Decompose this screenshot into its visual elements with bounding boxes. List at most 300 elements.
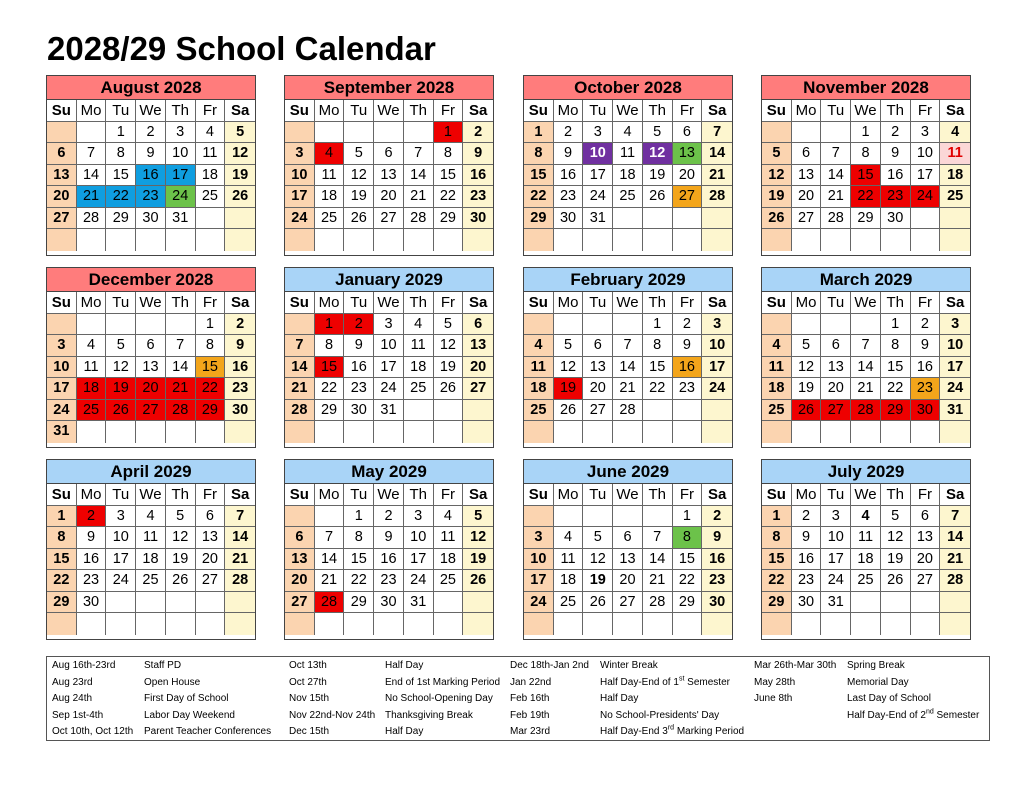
legend-event [600, 658, 658, 674]
day-cell: 10 [47, 357, 77, 379]
day-cell: 11 [762, 357, 792, 379]
day-cell: 26 [463, 570, 493, 592]
empty-cell [404, 613, 434, 635]
empty-cell [285, 314, 315, 336]
empty-cell [792, 613, 822, 635]
month-grid [524, 484, 732, 635]
day-cell: 10 [583, 143, 613, 165]
day-cell: 3 [702, 314, 732, 336]
month-title: June 2029 [524, 460, 732, 484]
day-cell: 15 [196, 357, 226, 379]
empty-cell [136, 613, 166, 635]
weekday-label: We [851, 484, 881, 506]
day-cell: 19 [762, 186, 792, 208]
weekday-label: Mo [77, 292, 107, 314]
day-cell: 22 [881, 378, 911, 400]
legend-event-text: First Day of School [144, 693, 229, 705]
legend-event [385, 691, 493, 707]
legend-table [46, 656, 990, 741]
day-cell: 28 [851, 400, 881, 422]
empty-cell [166, 314, 196, 336]
month-title: October 2028 [524, 76, 732, 100]
month-february-2029 [523, 267, 733, 448]
day-cell: 24 [166, 186, 196, 208]
day-cell: 28 [643, 592, 673, 614]
day-cell: 13 [673, 143, 703, 165]
day-cell: 17 [374, 357, 404, 379]
weekday-label: Su [285, 292, 315, 314]
empty-cell [762, 613, 792, 635]
empty-cell [762, 122, 792, 144]
legend-date: Mar 26th-Mar 30th [754, 660, 837, 671]
legend-date: Aug 24th [52, 693, 93, 705]
day-cell: 17 [404, 549, 434, 571]
day-cell: 20 [792, 186, 822, 208]
day-cell: 9 [673, 335, 703, 357]
day-cell: 22 [643, 378, 673, 400]
day-cell: 14 [643, 549, 673, 571]
day-cell: 11 [613, 143, 643, 165]
day-cell: 24 [911, 186, 941, 208]
day-cell: 25 [940, 186, 970, 208]
day-cell: 14 [613, 357, 643, 379]
day-cell: 18 [554, 570, 584, 592]
legend-event [847, 675, 909, 691]
empty-cell [940, 613, 970, 635]
day-cell: 26 [225, 186, 255, 208]
empty-cell [821, 229, 851, 251]
month-may-2029 [284, 459, 494, 640]
day-cell: 13 [47, 165, 77, 187]
day-cell: 22 [762, 570, 792, 592]
day-cell: 5 [792, 335, 822, 357]
empty-cell [792, 421, 822, 443]
day-cell: 12 [225, 143, 255, 165]
day-cell: 25 [136, 570, 166, 592]
empty-cell [47, 122, 77, 144]
weekday-label: Th [643, 484, 673, 506]
day-cell: 11 [136, 527, 166, 549]
day-cell: 21 [702, 165, 732, 187]
weekday-label: Tu [821, 292, 851, 314]
day-cell: 29 [434, 208, 464, 230]
day-cell: 30 [374, 592, 404, 614]
weekday-label: We [851, 292, 881, 314]
day-cell: 9 [911, 335, 941, 357]
day-cell: 13 [821, 357, 851, 379]
day-cell: 24 [285, 208, 315, 230]
weekday-label: Su [524, 100, 554, 122]
month-march-2029 [761, 267, 971, 448]
legend-date: Dec 18th-Jan 2nd [510, 660, 589, 671]
day-cell: 18 [524, 378, 554, 400]
empty-cell [673, 421, 703, 443]
day-cell: 21 [166, 378, 196, 400]
day-cell: 25 [554, 592, 584, 614]
weekday-label: Sa [940, 100, 970, 122]
legend-date: Oct 10th, Oct 12th [52, 726, 134, 738]
empty-cell [554, 613, 584, 635]
weekday-label: Th [881, 100, 911, 122]
empty-cell [374, 613, 404, 635]
day-cell: 9 [374, 527, 404, 549]
weekday-label: Su [762, 484, 792, 506]
empty-cell [613, 421, 643, 443]
empty-cell [434, 400, 464, 422]
day-cell: 28 [77, 208, 107, 230]
empty-cell [136, 229, 166, 251]
weekday-label: Tu [583, 484, 613, 506]
legend-event-tail: Semester [684, 676, 730, 688]
empty-cell [643, 421, 673, 443]
day-cell: 17 [285, 186, 315, 208]
day-cell: 20 [196, 549, 226, 571]
day-cell: 28 [702, 186, 732, 208]
day-cell: 1 [524, 122, 554, 144]
day-cell: 20 [821, 378, 851, 400]
empty-cell [613, 229, 643, 251]
day-cell: 17 [166, 165, 196, 187]
day-cell: 12 [166, 527, 196, 549]
weekday-label: Fr [196, 100, 226, 122]
weekday-label: Tu [344, 292, 374, 314]
empty-cell [851, 421, 881, 443]
day-cell: 1 [196, 314, 226, 336]
weekday-label: Mo [315, 292, 345, 314]
legend-date: Aug 23rd [52, 676, 93, 688]
day-cell: 10 [374, 335, 404, 357]
day-cell: 29 [673, 592, 703, 614]
day-cell: 21 [225, 549, 255, 571]
legend-event-text: Open House [144, 676, 201, 688]
day-cell: 7 [613, 335, 643, 357]
day-cell: 27 [374, 208, 404, 230]
day-cell: 15 [315, 357, 345, 379]
empty-cell [196, 229, 226, 251]
weekday-label: Mo [554, 292, 584, 314]
day-cell: 6 [911, 506, 941, 528]
empty-cell [940, 229, 970, 251]
month-title: July 2029 [762, 460, 970, 484]
legend-event-sup: nd [925, 708, 934, 716]
day-cell: 23 [702, 570, 732, 592]
month-july-2029 [761, 459, 971, 640]
day-cell: 2 [792, 506, 822, 528]
empty-cell [940, 421, 970, 443]
empty-cell [613, 613, 643, 635]
day-cell: 1 [315, 314, 345, 336]
empty-cell [911, 421, 941, 443]
day-cell: 4 [315, 143, 345, 165]
day-cell: 27 [911, 570, 941, 592]
day-cell: 11 [524, 357, 554, 379]
day-cell: 30 [136, 208, 166, 230]
day-cell: 30 [911, 400, 941, 422]
day-cell: 4 [434, 506, 464, 528]
day-cell: 23 [136, 186, 166, 208]
day-cell: 11 [851, 527, 881, 549]
day-cell: 19 [643, 165, 673, 187]
legend-event [600, 691, 638, 707]
day-cell: 20 [673, 165, 703, 187]
legend-event [847, 708, 979, 724]
legend-event-sup: st [678, 675, 685, 683]
day-cell: 20 [583, 378, 613, 400]
day-cell: 16 [673, 357, 703, 379]
day-cell: 1 [673, 506, 703, 528]
weekday-label: Sa [463, 100, 493, 122]
empty-cell [702, 613, 732, 635]
empty-cell [851, 314, 881, 336]
day-cell: 19 [792, 378, 822, 400]
day-cell: 13 [792, 165, 822, 187]
day-cell: 25 [404, 378, 434, 400]
day-cell: 1 [106, 122, 136, 144]
legend-event [385, 658, 423, 674]
empty-cell [524, 506, 554, 528]
empty-cell [643, 400, 673, 422]
day-cell: 18 [613, 165, 643, 187]
day-cell: 22 [315, 378, 345, 400]
empty-cell [404, 421, 434, 443]
day-cell: 23 [225, 378, 255, 400]
weekday-label: Sa [940, 292, 970, 314]
day-cell: 30 [554, 208, 584, 230]
empty-cell [463, 592, 493, 614]
empty-cell [434, 613, 464, 635]
legend-event-text: Labor Day Weekend [144, 709, 235, 721]
day-cell: 21 [404, 186, 434, 208]
empty-cell [851, 613, 881, 635]
day-cell: 7 [225, 506, 255, 528]
legend-event-text: Half Day-End of 2 [847, 709, 926, 721]
day-cell: 15 [851, 165, 881, 187]
day-cell: 3 [106, 506, 136, 528]
day-cell: 4 [404, 314, 434, 336]
empty-cell [77, 229, 107, 251]
day-cell: 28 [166, 400, 196, 422]
day-cell: 26 [762, 208, 792, 230]
day-cell: 4 [136, 506, 166, 528]
day-cell: 17 [702, 357, 732, 379]
day-cell: 12 [463, 527, 493, 549]
empty-cell [792, 122, 822, 144]
empty-cell [404, 229, 434, 251]
legend-date: Feb 19th [510, 709, 550, 721]
day-cell: 13 [463, 335, 493, 357]
day-cell: 21 [851, 378, 881, 400]
day-cell: 28 [940, 570, 970, 592]
day-cell: 19 [344, 186, 374, 208]
empty-cell [613, 208, 643, 230]
day-cell: 26 [881, 570, 911, 592]
weekday-label: Fr [673, 100, 703, 122]
weekday-label: Th [881, 484, 911, 506]
day-cell: 9 [702, 527, 732, 549]
day-cell: 31 [374, 400, 404, 422]
legend-event [600, 708, 719, 724]
weekday-label: Mo [315, 100, 345, 122]
day-cell: 20 [911, 549, 941, 571]
day-cell: 15 [762, 549, 792, 571]
empty-cell [821, 613, 851, 635]
day-cell: 1 [344, 506, 374, 528]
day-cell: 17 [940, 357, 970, 379]
weekday-label: Sa [463, 484, 493, 506]
day-cell: 22 [106, 186, 136, 208]
day-cell: 9 [225, 335, 255, 357]
weekday-label: Mo [315, 484, 345, 506]
empty-cell [285, 506, 315, 528]
day-cell: 13 [374, 165, 404, 187]
weekday-label: Th [166, 100, 196, 122]
day-cell: 17 [821, 549, 851, 571]
day-cell: 26 [166, 570, 196, 592]
day-cell: 9 [881, 143, 911, 165]
day-cell: 21 [315, 570, 345, 592]
day-cell: 24 [524, 592, 554, 614]
empty-cell [702, 229, 732, 251]
day-cell: 27 [583, 400, 613, 422]
empty-cell [77, 421, 107, 443]
day-cell: 10 [524, 549, 554, 571]
empty-cell [225, 592, 255, 614]
day-cell: 31 [940, 400, 970, 422]
day-cell: 21 [77, 186, 107, 208]
day-cell: 9 [463, 143, 493, 165]
day-cell: 11 [434, 527, 464, 549]
empty-cell [673, 400, 703, 422]
day-cell: 27 [285, 592, 315, 614]
day-cell: 3 [911, 122, 941, 144]
months-grid [46, 75, 972, 641]
day-cell: 25 [77, 400, 107, 422]
day-cell: 6 [196, 506, 226, 528]
day-cell: 5 [554, 335, 584, 357]
weekday-label: Fr [434, 100, 464, 122]
day-cell: 30 [792, 592, 822, 614]
day-cell: 2 [463, 122, 493, 144]
day-cell: 15 [434, 165, 464, 187]
empty-cell [643, 208, 673, 230]
day-cell: 18 [404, 357, 434, 379]
empty-cell [434, 592, 464, 614]
month-grid [285, 100, 493, 251]
empty-cell [285, 122, 315, 144]
day-cell: 28 [285, 400, 315, 422]
day-cell: 8 [881, 335, 911, 357]
empty-cell [911, 208, 941, 230]
day-cell: 20 [613, 570, 643, 592]
day-cell: 27 [821, 400, 851, 422]
day-cell: 30 [344, 400, 374, 422]
day-cell: 24 [821, 570, 851, 592]
day-cell: 12 [344, 165, 374, 187]
month-title: September 2028 [285, 76, 493, 100]
empty-cell [821, 314, 851, 336]
empty-cell [77, 122, 107, 144]
legend-event [385, 708, 473, 724]
day-cell: 2 [673, 314, 703, 336]
day-cell: 27 [47, 208, 77, 230]
day-cell: 22 [47, 570, 77, 592]
day-cell: 25 [524, 400, 554, 422]
empty-cell [554, 421, 584, 443]
day-cell: 4 [613, 122, 643, 144]
weekday-label: Sa [463, 292, 493, 314]
day-cell: 25 [851, 570, 881, 592]
day-cell: 12 [583, 549, 613, 571]
day-cell: 8 [851, 143, 881, 165]
day-cell: 14 [166, 357, 196, 379]
empty-cell [196, 613, 226, 635]
empty-cell [285, 229, 315, 251]
weekday-label: Sa [225, 292, 255, 314]
day-cell: 16 [374, 549, 404, 571]
empty-cell [404, 122, 434, 144]
day-cell: 13 [583, 357, 613, 379]
month-grid [47, 484, 255, 635]
day-cell: 3 [583, 122, 613, 144]
legend-event [144, 691, 228, 707]
day-cell: 28 [225, 570, 255, 592]
day-cell: 6 [136, 335, 166, 357]
day-cell: 4 [77, 335, 107, 357]
weekday-label: Th [881, 292, 911, 314]
day-cell: 6 [673, 122, 703, 144]
month-title: February 2029 [524, 268, 732, 292]
day-cell: 1 [434, 122, 464, 144]
empty-cell [136, 314, 166, 336]
day-cell: 22 [524, 186, 554, 208]
day-cell: 7 [315, 527, 345, 549]
weekday-label: Su [762, 100, 792, 122]
day-cell: 12 [881, 527, 911, 549]
empty-cell [106, 421, 136, 443]
empty-cell [463, 229, 493, 251]
empty-cell [613, 506, 643, 528]
day-cell: 23 [881, 186, 911, 208]
empty-cell [315, 122, 345, 144]
weekday-label: Th [166, 484, 196, 506]
day-cell: 20 [47, 186, 77, 208]
empty-cell [554, 506, 584, 528]
empty-cell [136, 592, 166, 614]
day-cell: 28 [315, 592, 345, 614]
day-cell: 8 [106, 143, 136, 165]
day-cell: 23 [344, 378, 374, 400]
empty-cell [821, 122, 851, 144]
weekday-label: Th [166, 292, 196, 314]
day-cell: 10 [702, 335, 732, 357]
day-cell: 6 [792, 143, 822, 165]
month-september-2028 [284, 75, 494, 256]
weekday-label: Fr [434, 484, 464, 506]
empty-cell [643, 613, 673, 635]
day-cell: 11 [196, 143, 226, 165]
weekday-label: Su [524, 292, 554, 314]
day-cell: 4 [762, 335, 792, 357]
day-cell: 30 [77, 592, 107, 614]
month-april-2029 [46, 459, 256, 640]
day-cell: 30 [225, 400, 255, 422]
day-cell: 6 [613, 527, 643, 549]
legend-date: Sep 1st-4th [52, 709, 104, 721]
day-cell: 24 [583, 186, 613, 208]
month-october-2028 [523, 75, 733, 256]
day-cell: 24 [940, 378, 970, 400]
day-cell: 16 [225, 357, 255, 379]
